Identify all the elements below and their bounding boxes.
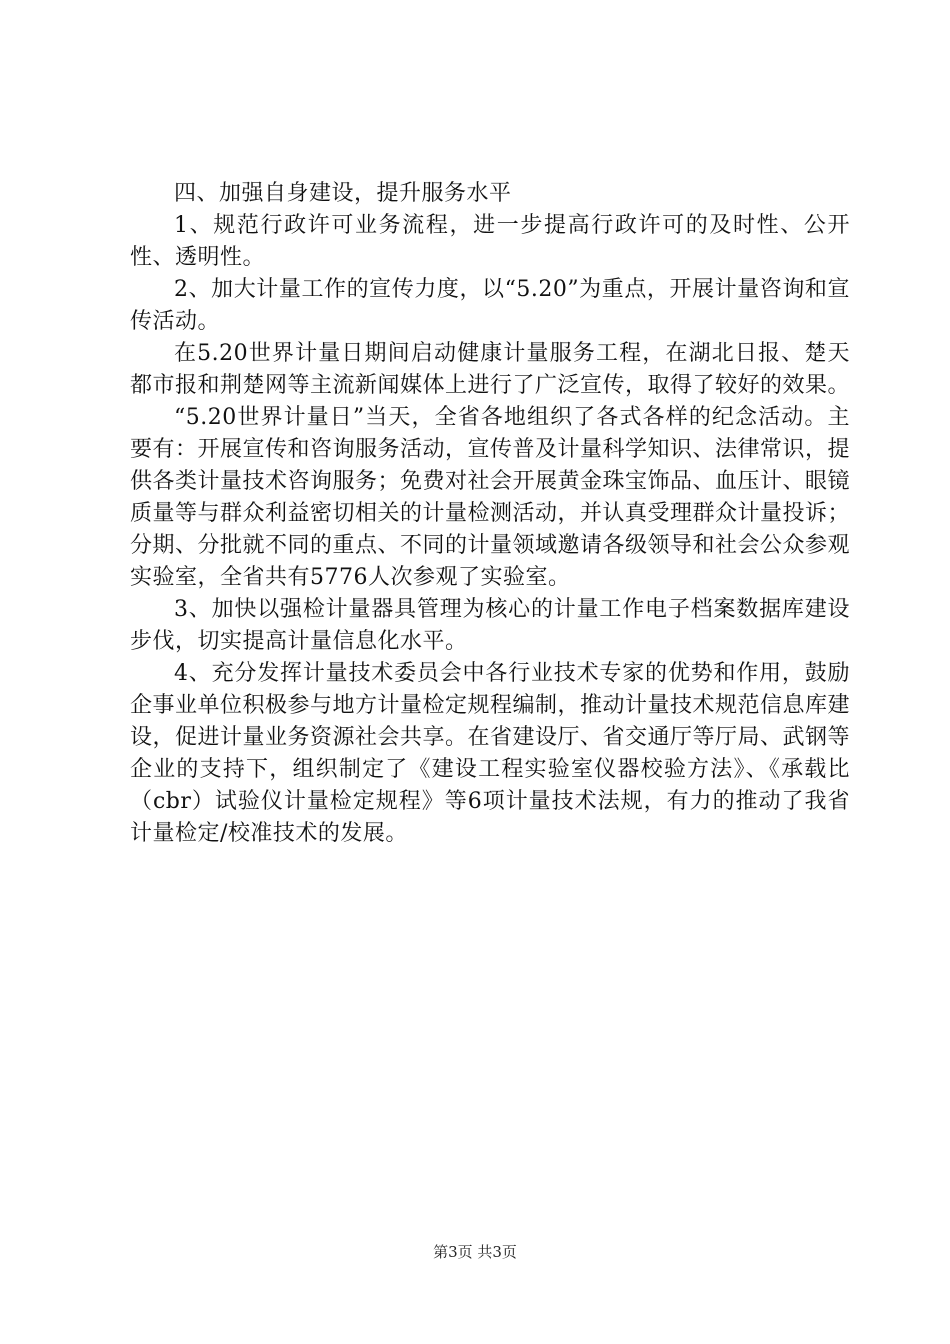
section-heading: 四、加强自身建设，提升服务水平 (174, 181, 512, 206)
paragraph-3: 在5.20世界计量日期间启动健康计量服务工程，在湖北日报、楚天都市报和荆楚网等主流新闻媒体上进行了广泛宣传，取得了较好的效果。 (130, 341, 851, 398)
paragraph-2: 2、加大计量工作的宣传力度，以“5.20”为重点，开展计量咨询和宣传活动。 (130, 277, 850, 334)
paragraph-6: 4、充分发挥计量技术委员会中各行业技术专家的优势和作用，鼓励企事业单位积极参与地方计量检定规程编制，推动计量技术规范信息库建设，促进计量业务资源社会共享。在省建设厅、省交通厅等厅局、武钢等企业的支持下，组织制定了《建设工程实验室仪器校验方法》、《承载比（cbr）试验仪计量检定规程》等6项计量技术法规，有力的推动了我省计量检定/校准技术的发展。 (130, 661, 851, 846)
paragraph-5: 3、加快以强检计量器具管理为核心的计量工作电子档案数据库建设步伐，切实提高计量信息化水平。 (130, 597, 850, 654)
page-footer: 第3页 共3页 (433, 1243, 517, 1261)
document-body (130, 178, 850, 850)
paragraph-1: 1、规范行政许可业务流程，进一步提高行政许可的及时性、公开性、透明性。 (130, 213, 850, 270)
paragraph-4: “5.20世界计量日”当天，全省各地组织了各式各样的纪念活动。主要有：开展宣传和咨询服务活动，宣传普及计量科学知识、法律常识，提供各类计量技术咨询服务；免费对社会开展黄金珠宝饰品、血压计、眼镜质量等与群众利益密切相关的计量检测活动，并认真受理群众计量投诉；分期、分批就不同的重点、不同的计量领域邀请各级领导和社会公众参观实验室，全省共有5776人次参观了实验室。 (130, 405, 851, 590)
